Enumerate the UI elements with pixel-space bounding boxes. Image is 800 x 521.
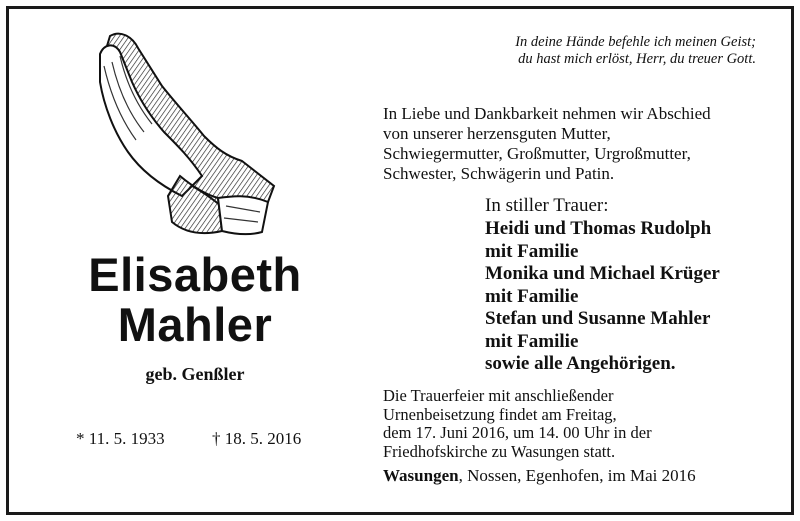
deceased-first-name: Elisabeth (88, 248, 302, 301)
mourner-line: mit Familie (485, 285, 579, 307)
farewell-line: Schwester, Schwägerin und Patin. (383, 164, 615, 183)
funeral-info (383, 387, 652, 461)
funeral-line: dem 17. Juni 2016, um 14. 00 Uhr in der (383, 423, 652, 442)
farewell-line: In Liebe und Dankbarkeit nehmen wir Abschied (383, 104, 711, 123)
farewell-text (383, 104, 711, 184)
birth-name: geb. Genßler (145, 364, 245, 384)
death-date: † 18. 5. 2016 (212, 429, 302, 448)
place-rest: , Nossen, Egenhofen, im Mai 2016 (458, 466, 696, 485)
bible-quote (515, 34, 756, 68)
funeral-line: Friedhofskirche zu Wasungen statt. (383, 441, 616, 461)
mourner-line: mit Familie (485, 240, 579, 262)
place-name: Wasungen (383, 466, 459, 485)
farewell-line: von unserer herzensguten Mutter, (383, 124, 611, 143)
mourners-list (485, 218, 720, 376)
birth-date: * 11. 5. 1933 (76, 429, 165, 448)
farewell-line: Schwiegermutter, Großmutter, Urgroßmutter, (383, 144, 691, 163)
funeral-line: Urnenbeisetzung findet am Freitag, (383, 404, 617, 424)
mourner-line: sowie alle Angehörigen. (485, 353, 676, 374)
funeral-line: Die Trauerfeier mit anschließender (383, 386, 614, 405)
praying-hands-icon (92, 26, 282, 241)
quote-line: du hast mich erlöst, Herr, du treuer Gott. (518, 51, 756, 67)
mourner-line: Stefan und Susanne Mahler (485, 308, 711, 329)
deceased-last-name: Mahler (117, 298, 273, 351)
mourner-line: mit Familie (485, 330, 579, 352)
place-date-line (383, 466, 696, 486)
mourner-line: Monika und Michael Krüger (485, 263, 720, 284)
mourners-heading: In stiller Trauer: (485, 195, 609, 216)
mourner-line: Heidi und Thomas Rudolph (485, 218, 712, 239)
quote-line: In deine Hände befehle ich meinen Geist; (515, 34, 756, 50)
